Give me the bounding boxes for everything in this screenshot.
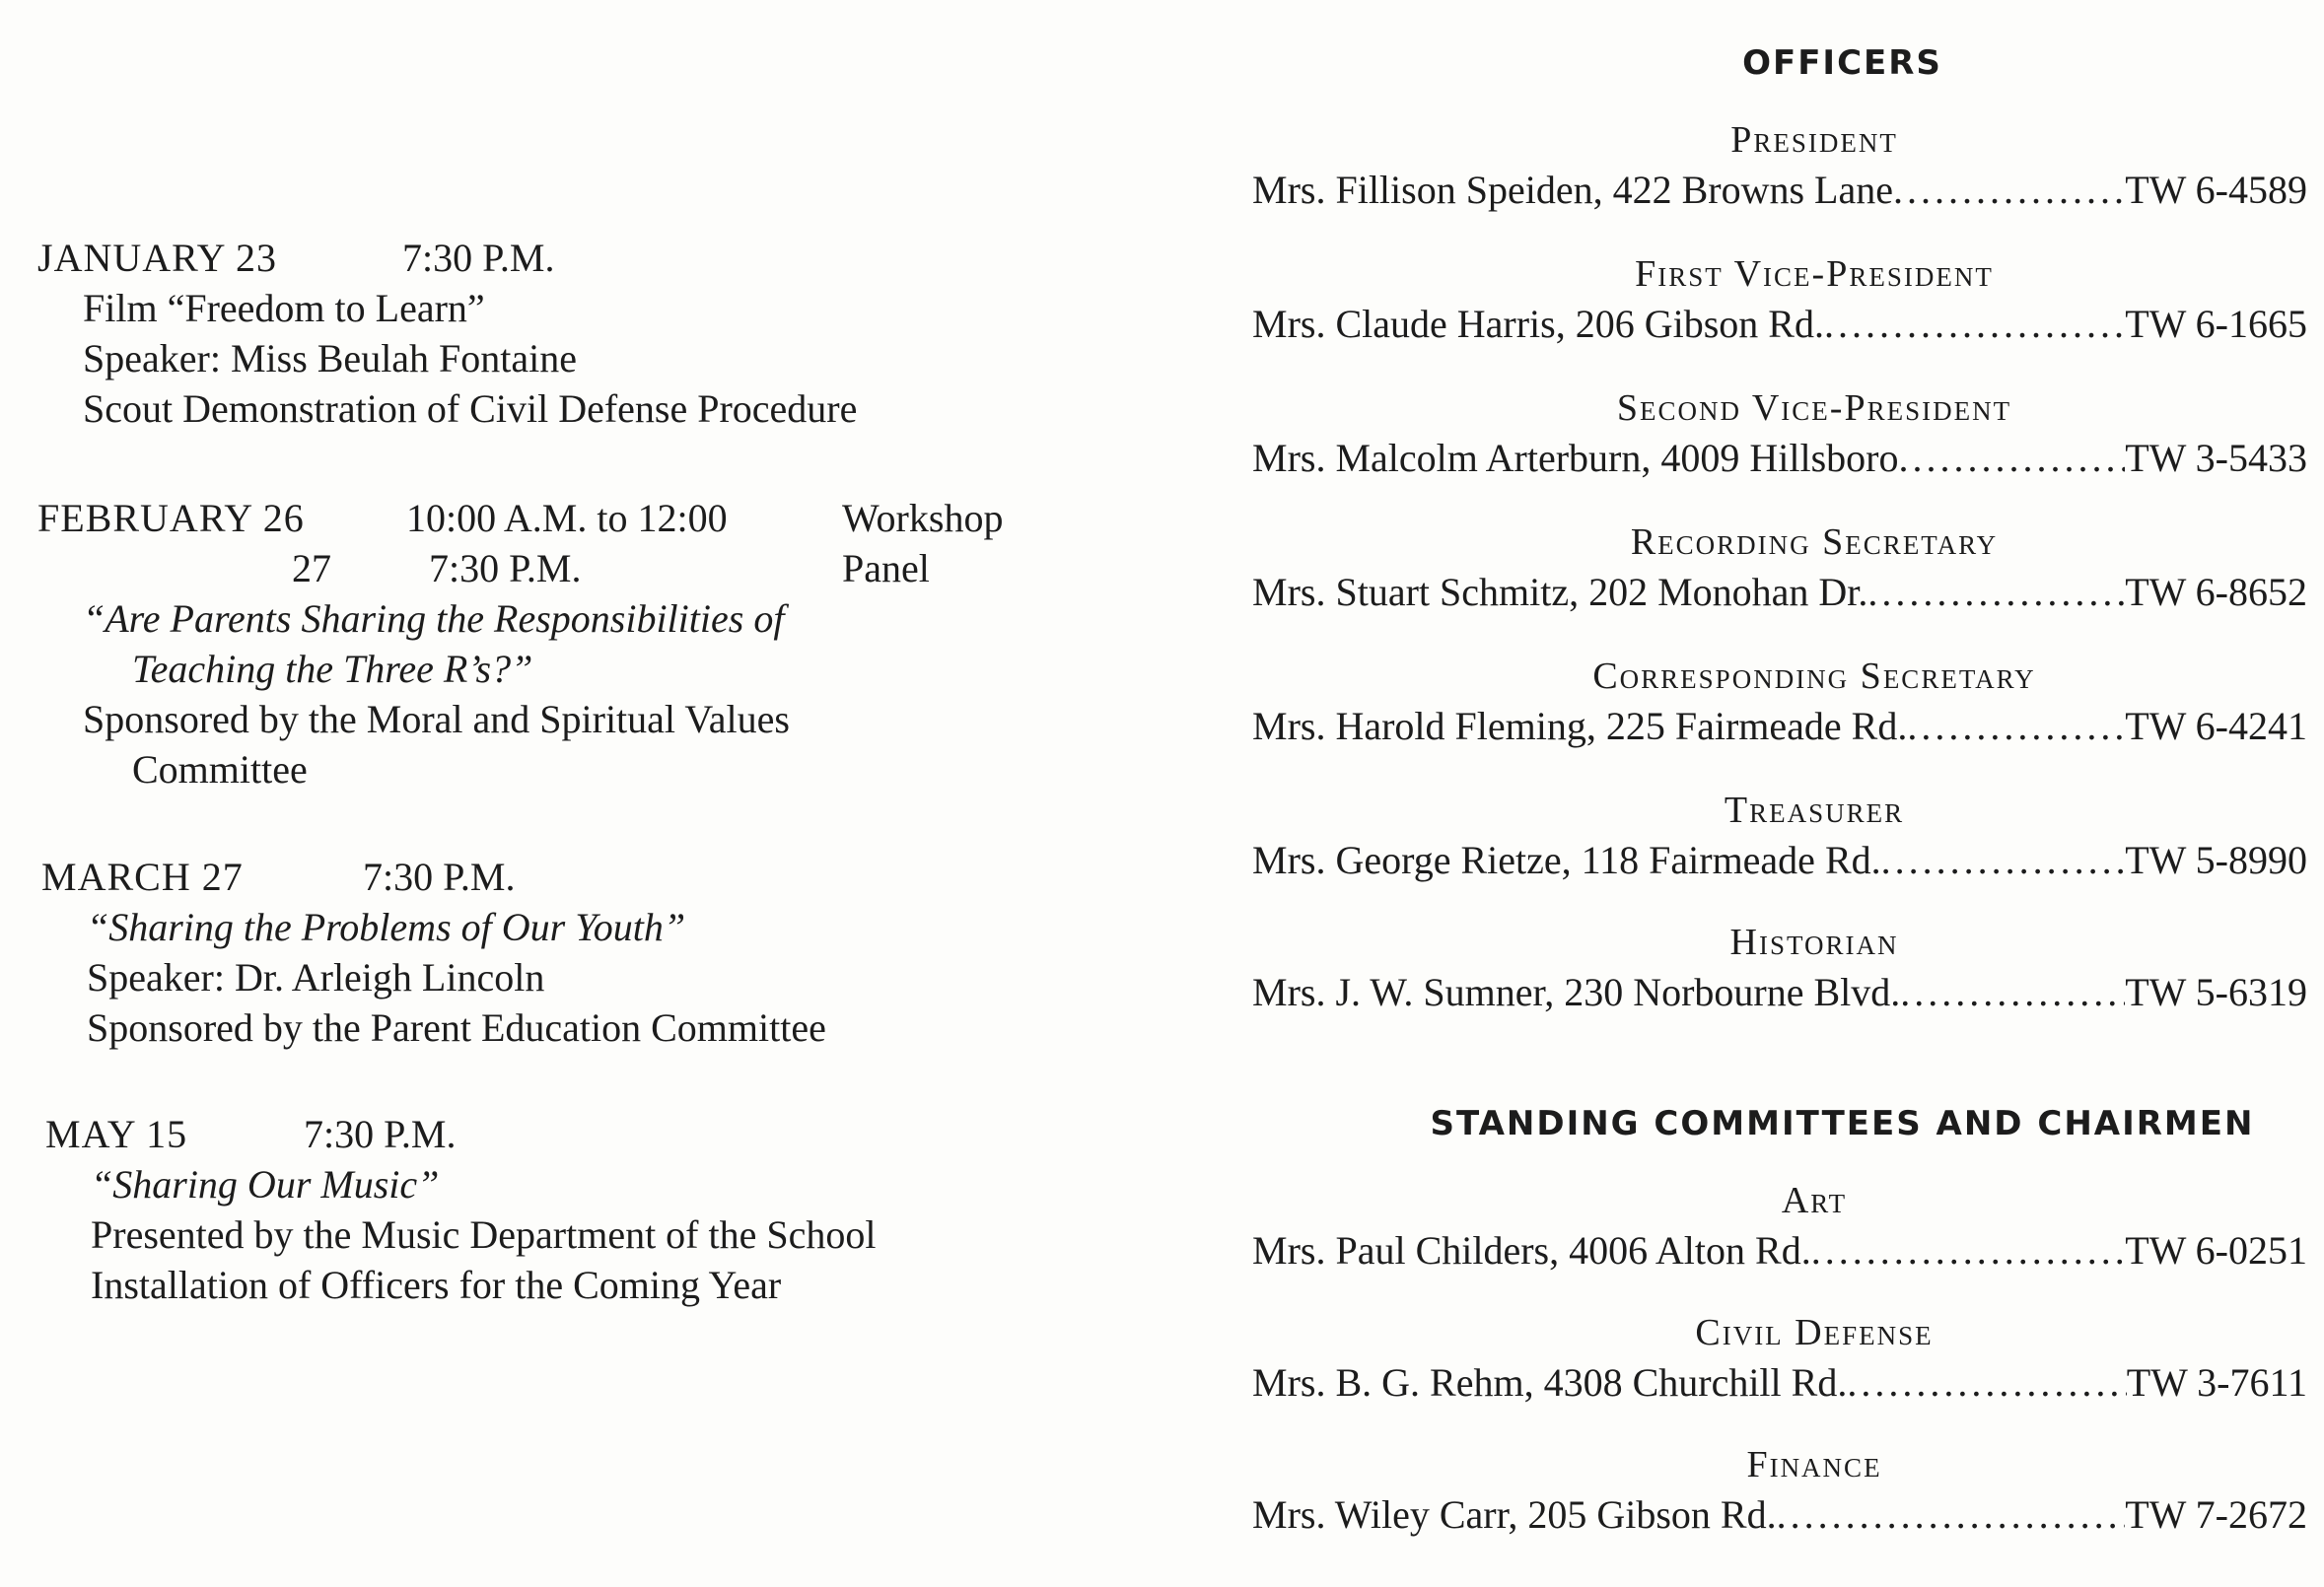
- committee-title: Art: [1781, 1180, 1848, 1221]
- event-detail: Film “Freedom to Learn”: [83, 286, 485, 330]
- committee-chairman: [1252, 1490, 2307, 1540]
- office-title: Historian: [1729, 922, 1899, 963]
- holder-phone: TW 6-8652: [2125, 570, 2307, 614]
- chairman-phone: TW 6-0251: [2125, 1228, 2307, 1273]
- holder-phone: TW 6-4589: [2125, 168, 2307, 212]
- event-detail: Speaker: Miss Beulah Fontaine: [83, 336, 578, 380]
- holder-name-address: Mrs. Stuart Schmitz, 202 Monohan Dr.: [1252, 570, 1868, 614]
- dot-leader: [1899, 434, 2126, 483]
- holder-name-address: Mrs. Claude Harris, 206 Gibson Rd.: [1252, 302, 1824, 346]
- office-title: President: [1730, 119, 1898, 161]
- event-header: [37, 233, 857, 283]
- office-holder: [1252, 968, 2307, 1017]
- event-topic: “Are Parents Sharing the Responsibilities of: [83, 596, 785, 641]
- committee-title: Finance: [1746, 1444, 1882, 1485]
- chairman-phone: TW 3-7611: [2126, 1360, 2307, 1405]
- office-second-vice-president: [1252, 386, 2307, 483]
- event-second-time: 7:30 P.M.: [429, 546, 582, 590]
- committee-chairman: [1252, 1358, 2307, 1408]
- office-holder: [1252, 434, 2307, 483]
- dot-leader: [1777, 1490, 2126, 1540]
- office-title: Corresponding Secretary: [1592, 656, 2036, 697]
- holder-name-address: Mrs. J. W. Sumner, 230 Norbourne Blvd.: [1252, 970, 1901, 1014]
- holder-name-address: Mrs. Malcolm Arterburn, 4009 Hillsboro: [1252, 436, 1899, 480]
- office-title: Recording Secretary: [1630, 521, 1999, 563]
- event-second-session: [37, 543, 930, 593]
- committees-heading: STANDING COMMITTEES AND CHAIRMEN: [1430, 1104, 2255, 1143]
- committee-finance: [1252, 1443, 2307, 1540]
- committee-title: Civil Defense: [1695, 1312, 1934, 1353]
- office-corresponding-secretary: [1252, 655, 2307, 751]
- office-treasurer: [1252, 789, 2307, 885]
- event-topic: Teaching the Three R’s?”: [132, 647, 533, 691]
- event-detail: Sponsored by the Parent Education Committee: [87, 1005, 826, 1050]
- dot-leader: [1824, 300, 2125, 349]
- holder-name-address: Mrs. George Rietze, 118 Fairmeade Rd.: [1252, 838, 1881, 882]
- event-detail: Committee: [132, 747, 308, 792]
- office-historian: [1252, 921, 2307, 1017]
- office-holder: [1252, 702, 2307, 751]
- holder-name-address: Mrs. Harold Fleming, 225 Fairmeade Rd.: [1252, 704, 1908, 748]
- event-date: JANUARY 23: [37, 236, 277, 280]
- chairman-name-address: Mrs. Paul Childers, 4006 Alton Rd.: [1252, 1228, 1811, 1273]
- holder-phone: TW 5-8990: [2125, 838, 2307, 882]
- holder-name-address: Mrs. Fillison Speiden, 422 Browns Lane: [1252, 168, 1893, 212]
- office-holder: [1252, 300, 2307, 349]
- holder-phone: TW 3-5433: [2125, 436, 2307, 480]
- schedule-page: [0, 0, 1134, 1587]
- event-time: 7:30 P.M.: [304, 1112, 457, 1156]
- office-title: Treasurer: [1724, 790, 1905, 831]
- event-may: [45, 1109, 876, 1310]
- event-detail: Sponsored by the Moral and Spiritual Values: [83, 697, 790, 741]
- chairman-name-address: Mrs. Wiley Carr, 205 Gibson Rd.: [1252, 1492, 1777, 1537]
- dot-leader: [1881, 836, 2126, 885]
- event-date: MARCH 27: [41, 855, 244, 899]
- committee-art: [1252, 1179, 2307, 1276]
- office-holder: [1252, 568, 2307, 617]
- event-header: [41, 852, 826, 902]
- officers-heading: OFFICERS: [1742, 43, 1942, 83]
- office-title: Second Vice-President: [1616, 387, 2012, 429]
- event-topic: “Sharing Our Music”: [91, 1162, 440, 1207]
- office-holder: [1252, 166, 2307, 215]
- office-first-vice-president: [1252, 252, 2307, 349]
- holder-phone: TW 6-4241: [2125, 704, 2307, 748]
- chairman-name-address: Mrs. B. G. Rehm, 4308 Churchill Rd.: [1252, 1360, 1848, 1405]
- office-holder: [1252, 836, 2307, 885]
- dot-leader: [1907, 702, 2125, 751]
- event-date: MAY 15: [45, 1112, 188, 1156]
- office-title: First Vice-President: [1635, 253, 1994, 295]
- event-detail: Presented by the Music Department of the School: [91, 1212, 877, 1257]
- event-second-label: Panel: [842, 546, 930, 590]
- event-time: 7:30 P.M.: [402, 236, 555, 280]
- event-january: [37, 233, 857, 434]
- event-time: 10:00 A.M. to 12:00: [406, 496, 728, 540]
- event-february: [37, 493, 1004, 794]
- committee-civil-defense: [1252, 1311, 2307, 1408]
- event-topic: “Sharing the Problems of Our Youth”: [87, 905, 686, 949]
- office-president: [1252, 118, 2307, 215]
- dot-leader: [1867, 568, 2125, 617]
- event-type-label: Workshop: [842, 496, 1004, 540]
- event-detail: Installation of Officers for the Coming Year: [91, 1263, 782, 1307]
- holder-phone: TW 5-6319: [2125, 970, 2307, 1014]
- event-header: [45, 1109, 876, 1159]
- dot-leader: [1893, 166, 2125, 215]
- committee-chairman: [1252, 1226, 2307, 1276]
- officers-page: [1252, 0, 2324, 1587]
- event-detail: Speaker: Dr. Arleigh Lincoln: [87, 955, 545, 1000]
- dot-leader: [1811, 1226, 2126, 1276]
- dot-leader: [1847, 1358, 2126, 1408]
- event-header: [37, 493, 1004, 543]
- event-time: 7:30 P.M.: [363, 855, 516, 899]
- chairman-phone: TW 7-2672: [2125, 1492, 2307, 1537]
- event-second-day: 27: [292, 546, 331, 590]
- event-date: FEBRUARY 26: [37, 496, 305, 540]
- event-detail: Scout Demonstration of Civil Defense Procedure: [83, 386, 858, 431]
- dot-leader: [1900, 968, 2125, 1017]
- office-recording-secretary: [1252, 520, 2307, 617]
- holder-phone: TW 6-1665: [2125, 302, 2307, 346]
- event-march: [41, 852, 826, 1053]
